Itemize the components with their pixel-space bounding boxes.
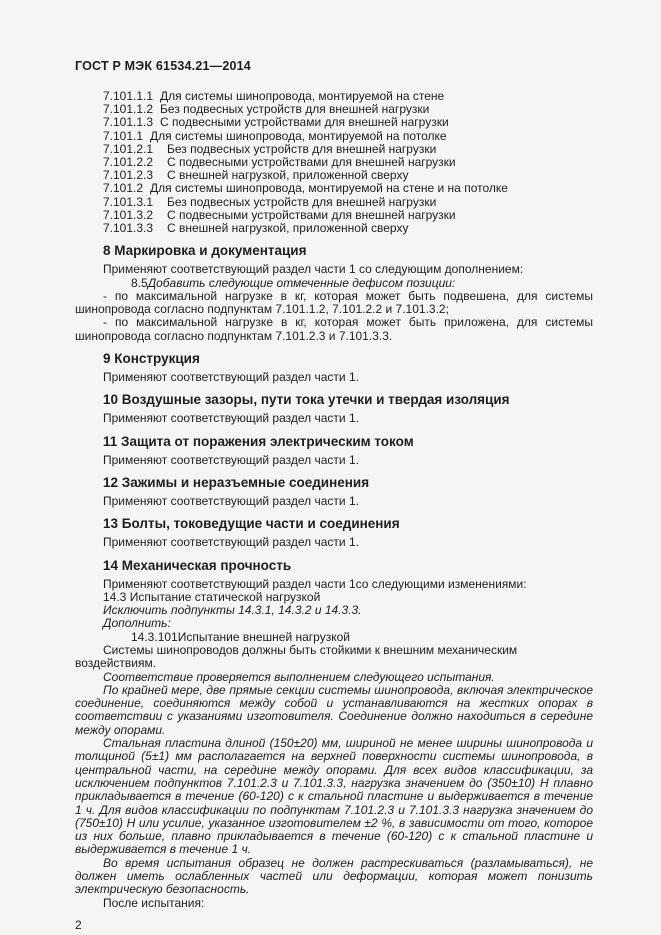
clause-number: 7.101.3.1 bbox=[103, 194, 154, 209]
clause-number: 8.5 bbox=[131, 275, 148, 290]
paragraph: Применяют соответствующий раздел части 1. bbox=[103, 535, 359, 550]
paragraph: Применяют соответствующий раздел части 1 со следующим дополнением: bbox=[103, 262, 524, 277]
clause-text: Без подвесных устройств для внешней нагрузки bbox=[167, 141, 437, 156]
section-10-heading: 10 Воздушные зазоры, пути тока утечки и твердая изоляция bbox=[103, 392, 510, 408]
clause-text: С подвесными устройствами для внешней нагрузки bbox=[167, 207, 456, 222]
clause-number: 7.101.1.1 bbox=[103, 89, 154, 103]
section-8-heading: 8 Маркировка и документация bbox=[103, 243, 307, 259]
clause-number: 7.101.2.3 bbox=[103, 168, 154, 183]
classification-item bbox=[103, 222, 593, 235]
section-12-heading: 12 Зажимы и неразъемные соединения bbox=[103, 474, 370, 490]
clause-number: 7.101.2.2 bbox=[103, 155, 154, 170]
clause-instruction: Добавить следующие отмеченные дефисом позиции: bbox=[147, 275, 456, 290]
paragraph: Применяют соответствующий раздел части 1со следующими изменениями: bbox=[103, 576, 527, 591]
section-11-heading: 11 Защита от поражения электрическим током bbox=[103, 433, 414, 449]
section-9-heading: 9 Конструкция bbox=[103, 351, 200, 367]
section-13-heading: 13 Болты, токоведущие части и соединения bbox=[103, 516, 400, 532]
clause-title: Испытание внешней нагрузкой bbox=[177, 629, 350, 644]
clause-number: 14.3.101 bbox=[131, 629, 178, 644]
clause-number: 7.101.1 bbox=[103, 128, 144, 143]
paragraph: Применяют соответствующий раздел части 1. bbox=[103, 493, 359, 508]
test-paragraph: Во время испытания образец не должен растрескиваться (разламываться), не должен иметь ослабленных частей или деформации, которая может понизить электрическую безопасность. bbox=[75, 855, 593, 897]
classification-list bbox=[103, 90, 593, 235]
clause-number: 7.101.3.2 bbox=[103, 207, 154, 222]
test-paragraph: Стальная пластина длиной (150±20) мм, шириной не менее ширины шинопровода и толщиной (5±1) мм располагается на верхней поверхности системы шинопровода, в центральной части, на середине между опорами. Для всех видов классификации, за исключением подпунктов 7.101.2.3 и 7.101.3.3, нагрузка значением до (350±10) Н плавно прикладывается в течение (60-120) с к стальной пластине и выдерживается в течение 1 ч. Для видов классификации по подпунктам 7.101.2.3 и 7.101.3.3 нагрузка значением до (750±10) Н или усилие, указанное изготовителем ±2 %, в зависимости от того, которое из них больше, плавно прикладывается в течение (60-120) с к стальной пластине и выдерживается в течение 1 ч. bbox=[75, 736, 593, 857]
dash-item: - по максимальной нагрузке в кг, которая может быть подвешена, для системы шинопровода согласно подпунктам 7.101.1.2, 7.101.2.2 и 7.101.3.2; bbox=[75, 288, 593, 317]
clause-14-3-101-line bbox=[75, 631, 593, 644]
clause-text: Для системы шинопровода, монтируемой на стене и на потолке bbox=[150, 181, 508, 196]
paragraph: Системы шинопроводов должны быть стойкими к внешним механическим воздействиям. bbox=[75, 642, 518, 671]
section-14-heading: 14 Механическая прочность bbox=[103, 557, 292, 573]
clause-text: Без подвесных устройств для внешней нагрузки bbox=[167, 194, 437, 209]
sub-clause-title: 14.3 Испытание статической нагрузкой bbox=[103, 589, 321, 604]
paragraph: Применяют соответствующий раздел части 1. bbox=[103, 370, 359, 385]
doc-header: ГОСТ Р МЭК 61534.21—2014 bbox=[75, 59, 251, 73]
paragraph: После испытания: bbox=[103, 895, 205, 910]
paragraph: Применяют соответствующий раздел части 1. bbox=[103, 452, 359, 467]
compliance-note: Соответствие проверяется выполнением следующего испытания. bbox=[103, 669, 495, 684]
exclude-note: Исключить подпункты 14.3.1, 14.3.2 и 14.3.3. bbox=[103, 603, 362, 618]
clause-number: 7.101.3.3 bbox=[103, 221, 154, 236]
page-number: 2 bbox=[75, 917, 82, 932]
dash-item: - по максимальной нагрузке в кг, которая может быть приложена, для системы шинопровода согласно подпунктам 7.101.2.3 и 7.101.3.3. bbox=[75, 315, 593, 343]
clause-number: 7.101.1.2 bbox=[103, 102, 154, 117]
clause-text: С подвесными устройствами для внешней нагрузки bbox=[167, 155, 456, 170]
clause-8-5-line bbox=[75, 277, 593, 290]
clause-number: 7.101.2.1 bbox=[103, 141, 154, 156]
clause-number: 7.101.2 bbox=[103, 181, 144, 196]
clause-text: Без подвесных устройств для внешней нагрузки bbox=[160, 102, 430, 117]
clause-text: С внешней нагрузкой, приложенной сверху bbox=[167, 221, 409, 236]
test-paragraph: По крайней мере, две прямые секции системы шинопровода, включая электрическое соединение, соединяются между собой и устанавливаются на жестких опорах в соответствии с указаниями изготовителя. Соединение должно находиться в середине между опорами. bbox=[75, 682, 593, 737]
clause-text: С подвесными устройствами для внешней нагрузки bbox=[160, 115, 449, 130]
clause-text: Для системы шинопровода, монтируемой на стене bbox=[160, 89, 445, 103]
clause-text: Для системы шинопровода, монтируемой на потолке bbox=[150, 128, 447, 143]
clause-number: 7.101.1.3 bbox=[103, 115, 154, 130]
add-note: Дополнить: bbox=[103, 616, 171, 631]
clause-text: С внешней нагрузкой, приложенной сверху bbox=[167, 168, 409, 183]
paragraph: Применяют соответствующий раздел части 1. bbox=[103, 411, 359, 426]
